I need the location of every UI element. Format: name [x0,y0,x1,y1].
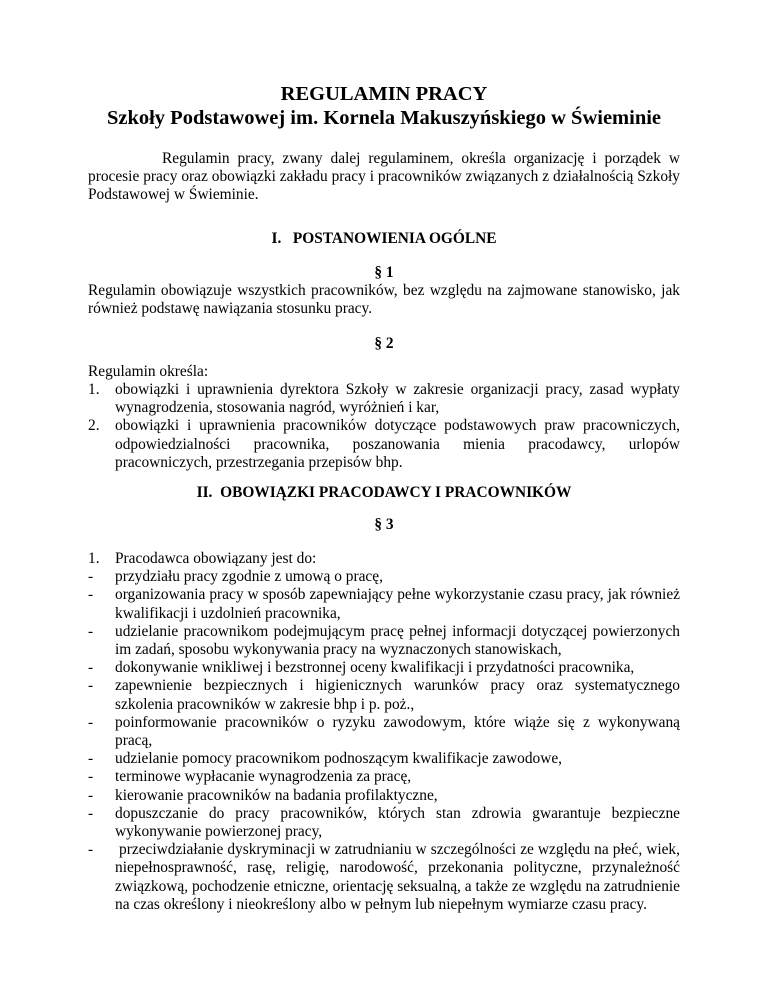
list-marker: - [88,677,94,695]
document-title: REGULAMIN PRACY [280,83,488,105]
list-marker: - [88,622,94,640]
section-heading-text: I. POSTANOWIENIA OGÓLNE [271,230,497,247]
list-item [88,568,680,586]
list-item-text: Pracodawca obowiązany jest do: [115,550,317,567]
list-item-text: terminowe wypłacanie wynagrodzenia za pracę, [115,768,412,786]
list-item-text: przeciwdziałanie dyskryminacji w zatrudnianiu w szczególności ze względu na płeć, wiek, niepełnosprawność, rasę, religię, narodowość, przekonania polityczne, przynależność związkową, pochodzenie etniczne, orientację seksualną, a także ze względu na zatrudnienie na czas określony i nieokreślony albo w pełnym lub niepełnym wymiarze czasu pracy. [115,841,684,913]
paragraph-number-1: § 1 [374,264,394,281]
section-heading-text: II. OBOWIĄZKI PRACODAWCY I PRACOWNIKÓW [196,484,572,501]
list-marker: - [88,659,94,677]
paragraph-2-list [88,381,680,472]
list-marker: - [88,768,94,786]
intro-paragraph: Regulamin pracy, zwany dalej regulaminem, określa organizację i porządek w procesie pracy oraz obowiązki zakładu pracy i pracowników związanych z działalnością Szkoły Podstawowej w Świeminie. [88,150,680,204]
list-item [88,586,680,622]
list-marker: - [88,804,94,822]
paragraph-3-list [88,550,684,914]
list-item-text: dokonywanie wnikliwej i bezstronnej oceny kwalifikacji i przydatności pracownika, [115,659,635,677]
list-item-text: organizowania pracy w sposób zapewniający pełne wykorzystanie czasu pracy, jak również kwalifikacji i uzdolnień pracownika, [115,586,680,622]
list-item-text: obowiązki i uprawnienia pracowników dotyczące podstawowych praw pracowniczych, odpowiedzialności pracownika, poszanowania mienia pracodawcy, urlopów pracowniczych, przestrzegania przepisów bhp. [115,417,680,471]
list-marker: - [88,713,94,731]
list-marker: 1. [88,550,100,567]
list-item [88,714,680,750]
list-marker: - [88,750,94,768]
list-item-text: udzielanie pomocy pracownikom podnoszącym kwalifikacje zawodowe, [115,750,563,768]
list-item [88,805,680,841]
paragraph-number-2: § 2 [374,335,394,352]
paragraph-1-text: Regulamin obowiązuje wszystkich pracowników, bez względu na zajmowane stanowisko, jak również podstawę nawiązania stosunku pracy. [88,282,680,318]
list-item [88,550,680,568]
list-marker: 1. [88,381,100,398]
list-item [88,768,680,786]
list-marker: 2. [88,417,100,435]
section-heading-general [88,230,680,248]
list-item [88,750,680,768]
list-item [88,417,680,472]
list-item-text: udzielanie pracownikom podejmującym pracę pełnej informacji dotyczącej powierzonych im zadań, sposobu wykonywania pracy na wyznaczonych stanowiskach, [115,622,680,659]
list-item [88,677,680,713]
list-item [88,841,684,914]
document-subtitle: Szkoły Podstawowej im. Kornela Makuszyńskiego w Świeminie [106,107,662,129]
paragraph-2-lead: Regulamin określa: [88,363,209,380]
list-item [88,381,680,417]
list-marker: - [88,841,94,859]
list-item-text: obowiązki i uprawnienia dyrektora Szkoły w zakresie organizacji pracy, zasad wypłaty wynagrodzenia, stosowania nagród, wyróżnień i kar, [115,381,680,417]
list-item-text: zapewnienie bezpiecznych i higienicznych warunków pracy oraz systematycznego szkolenia pracowników w zakresie bhp i p. poż., [115,677,680,713]
list-item-text: dopuszczanie do pracy pracowników, których stan zdrowia gwarantuje bezpieczne wykonywanie powierzonej pracy, [115,804,680,841]
list-item-text: poinformowanie pracowników o ryzyku zawodowym, które wiąże się z wykonywaną pracą, [115,713,680,750]
list-marker: - [88,586,94,604]
paragraph-number-3: § 3 [374,516,394,533]
list-marker: - [88,568,94,586]
list-item-text: kierowanie pracowników na badania profilaktyczne, [115,786,438,804]
list-item [88,659,680,677]
list-marker: - [88,786,94,804]
list-item [88,787,680,805]
list-item [88,623,680,659]
section-heading-duties [88,484,680,502]
list-item-text: przydziału pracy zgodnie z umową o pracę, [115,568,383,586]
